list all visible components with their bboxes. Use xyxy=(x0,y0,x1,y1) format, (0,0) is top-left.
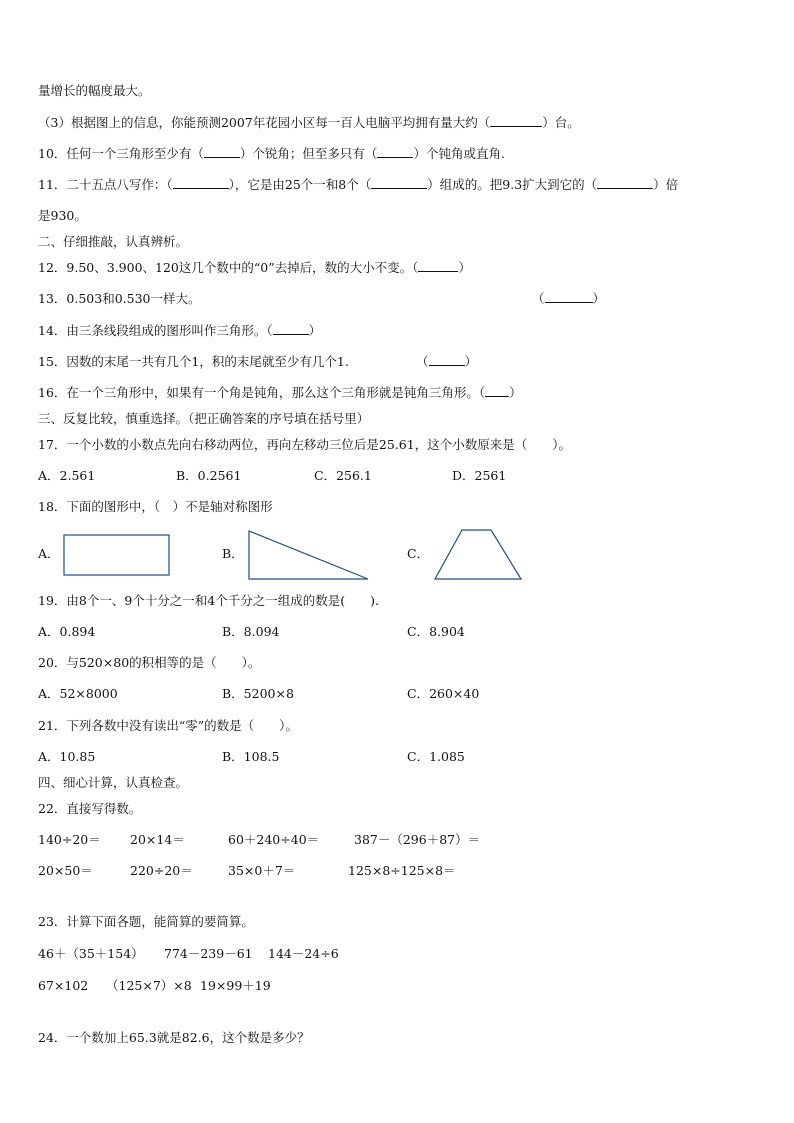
q19-option-b[interactable]: B．8.094 xyxy=(222,624,280,639)
question-16: 16．在一个三角形中，如果有一个角是钝角，那么这个三角形就是钝角三角形。（ ） xyxy=(38,385,522,400)
section-4-heading: 四、细心计算，认真检查。 xyxy=(38,775,189,790)
q22-expr: 140÷20＝ xyxy=(38,832,101,847)
q18-option-b-label[interactable]: B． xyxy=(222,546,244,561)
q17-option-d[interactable]: D．2561 xyxy=(452,468,507,483)
trapezoid-figure xyxy=(433,528,525,582)
answer-blank[interactable] xyxy=(173,177,229,189)
q17-option-c[interactable]: C．256.1 xyxy=(314,468,372,483)
answer-blank[interactable] xyxy=(273,323,309,335)
q23-expr: 67×102 xyxy=(38,978,89,993)
rectangle-figure xyxy=(63,534,171,576)
answer-blank[interactable] xyxy=(418,260,458,272)
q21-option-a[interactable]: A．10.85 xyxy=(38,749,96,764)
question-10: 10．任何一个三角形至少有（ ）个锐角；但至多只有（ ）个钝角或直角. xyxy=(38,146,505,161)
q22-expr: 35×0＋7＝ xyxy=(228,863,296,878)
answer-blank[interactable] xyxy=(204,146,240,158)
q22-expr: 20×50＝ xyxy=(38,863,93,878)
q21-option-c[interactable]: C．1.085 xyxy=(407,749,465,764)
question-18: 18．下面的图形中，（ ）不是轴对称图形 xyxy=(38,499,273,514)
q23-expr: 19×99＋19 xyxy=(200,978,271,993)
q17-option-a[interactable]: A．2.561 xyxy=(38,468,96,483)
q9-tail: 量增长的幅度最大。 xyxy=(38,83,151,98)
question-23: 23．计算下面各题，能简算的要简算。 xyxy=(38,914,254,929)
question-15-answer: （ ） xyxy=(416,354,478,369)
q18-option-a-label[interactable]: A． xyxy=(38,546,60,561)
q18-option-c-label[interactable]: C． xyxy=(407,546,430,561)
section-3-heading: 三、反复比较，慎重选择。（把正确答案的序号填在括号里） xyxy=(38,411,370,426)
q22-expr: 387－（296＋87）＝ xyxy=(354,832,481,847)
answer-blank[interactable] xyxy=(485,385,509,397)
question-11: 11．二十五点八写作：（ ），它是由25个一和8个（ ）组成的。把9.3扩大到它的（ ）倍 xyxy=(38,177,679,192)
question-15: 15．因数的末尾一共有几个1，积的末尾就至少有几个1. xyxy=(38,354,349,369)
q22-expr: 20×14＝ xyxy=(130,832,185,847)
q21-option-b[interactable]: B．108.5 xyxy=(222,749,280,764)
q19-option-a[interactable]: A．0.894 xyxy=(38,624,96,639)
answer-blank[interactable] xyxy=(490,115,542,127)
question-19: 19．由8个一、9个十分之一和4个千分之一组成的数是( ). xyxy=(38,593,379,608)
q20-option-a[interactable]: A．52×8000 xyxy=(38,686,118,701)
answer-blank[interactable] xyxy=(597,177,653,189)
q17-option-b[interactable]: B．0.2561 xyxy=(176,468,242,483)
answer-blank[interactable] xyxy=(429,354,465,366)
right-triangle-figure xyxy=(247,529,371,581)
question-20: 20．与520×80的积相等的是（ ）。 xyxy=(38,655,261,670)
q20-option-c[interactable]: C．260×40 xyxy=(407,686,480,701)
answer-blank[interactable] xyxy=(371,177,427,189)
question-13-answer: （ ） xyxy=(532,291,606,306)
question-9-3: （3）根据图上的信息，你能预测2007年花园小区每一百人电脑平均拥有量大约（ ）台。 xyxy=(38,115,580,130)
q19-option-c[interactable]: C．8.904 xyxy=(407,624,465,639)
q23-expr: 774－239－61 xyxy=(164,946,253,961)
question-21: 21．下列各数中没有读出“零”的数是（ ）。 xyxy=(38,718,298,733)
q23-expr: （125×7）×8 xyxy=(106,978,192,993)
question-13: 13．0.503和0.530一样大。 xyxy=(38,291,201,306)
question-11-line2: 是930。 xyxy=(38,208,87,223)
question-24: 24．一个数加上65.3就是82.6，这个数是多少？ xyxy=(38,1030,310,1045)
answer-blank[interactable] xyxy=(545,291,593,303)
question-17: 17．一个小数的小数点先向右移动两位，再向左移动三位后是25.61，这个小数原来是（ ）。 xyxy=(38,437,571,452)
q22-expr: 220÷20＝ xyxy=(130,863,193,878)
question-22: 22．直接写得数。 xyxy=(38,801,142,816)
question-14: 14．由三条线段组成的图形叫作三角形。（ ） xyxy=(38,323,322,338)
q23-expr: 46＋（35＋154） xyxy=(38,946,144,961)
question-12: 12．9.50、3.900、120这几个数中的“0”去掉后，数的大小不变。（ ） xyxy=(38,260,471,275)
section-2-heading: 二、仔细推敲，认真辨析。 xyxy=(38,234,189,249)
q20-option-b[interactable]: B．5200×8 xyxy=(222,686,294,701)
q22-expr: 60＋240÷40＝ xyxy=(228,832,320,847)
answer-blank[interactable] xyxy=(377,146,413,158)
q23-expr: 144－24÷6 xyxy=(268,946,339,961)
q22-expr: 125×8÷125×8＝ xyxy=(348,863,456,878)
